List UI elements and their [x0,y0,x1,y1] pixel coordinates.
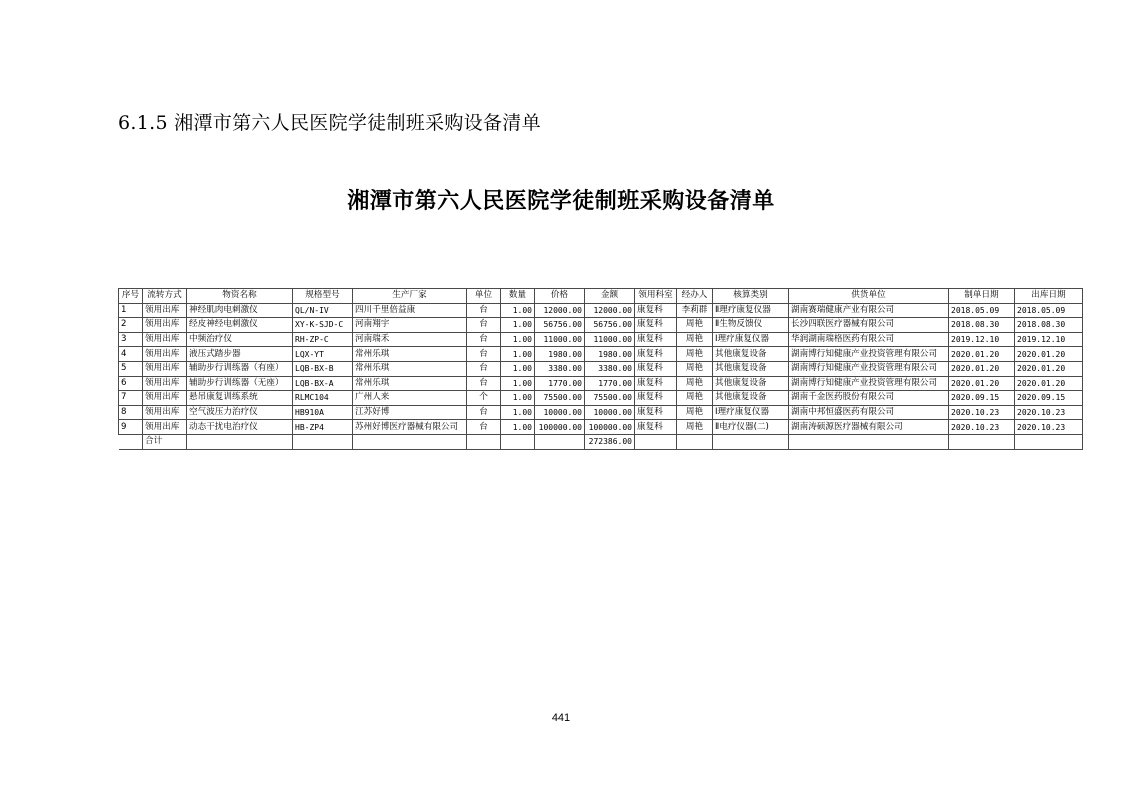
cell-amount: 100000.00 [585,420,635,435]
cell-transfer-method: 领用出库 [143,361,187,376]
cell-creation-date: 2018.08.30 [949,318,1015,333]
cell-department: 康复科 [635,391,677,406]
cell-outbound-date: 2020.10.23 [1015,405,1083,420]
cell-item-name: 液压式踏步器 [187,347,293,362]
cell-accounting-category: Ⅰ理疗康复仪器 [713,405,789,420]
cell-creation-date: 2020.01.20 [949,347,1015,362]
header-index: 序号 [119,289,143,304]
cell-transfer-method: 领用出库 [143,391,187,406]
table-row [119,303,1083,318]
cell-amount: 10000.00 [585,405,635,420]
table-header-row [119,289,1083,304]
cell-handler: 周艳 [677,405,713,420]
cell-handler: 周艳 [677,318,713,333]
cell-index: 5 [119,361,143,376]
table-row [119,332,1083,347]
cell-model: QL/N-IV [293,303,353,318]
header-supplier: 供货单位 [789,289,949,304]
cell-price: 1770.00 [535,376,585,391]
header-quantity: 数量 [501,289,535,304]
header-transfer-method: 流转方式 [143,289,187,304]
cell-supplier: 湖南赛瑞健康产业有限公司 [789,303,949,318]
cell-model: LQB-BX-B [293,361,353,376]
cell-outbound-date: 2020.09.15 [1015,391,1083,406]
total-label: 合计 [143,434,187,449]
cell-model: RLMC104 [293,391,353,406]
cell-price: 1980.00 [535,347,585,362]
cell-item-name: 辅助步行训练器（无座） [187,376,293,391]
header-creation-date: 制单日期 [949,289,1015,304]
cell-index: 8 [119,405,143,420]
cell-unit: 台 [467,405,501,420]
cell-outbound-date: 2020.01.20 [1015,361,1083,376]
cell-supplier: 湖南博行知健康产业投资管理有限公司 [789,376,949,391]
cell-accounting-category: Ⅰ理疗康复仪器 [713,332,789,347]
cell-amount: 12000.00 [585,303,635,318]
cell-outbound-date: 2019.12.10 [1015,332,1083,347]
cell-quantity: 1.00 [501,332,535,347]
cell-price: 75500.00 [535,391,585,406]
cell-manufacturer: 河南瑞禾 [353,332,467,347]
total-row [119,434,1083,449]
cell-handler: 周艳 [677,376,713,391]
cell-handler: 周艳 [677,391,713,406]
header-unit: 单位 [467,289,501,304]
cell-transfer-method: 领用出库 [143,303,187,318]
cell-accounting-category: Ⅱ理疗康复仪器 [713,303,789,318]
cell-unit: 台 [467,303,501,318]
cell-quantity: 1.00 [501,318,535,333]
section-heading: 6.1.5 湘潭市第六人民医院学徒制班采购设备清单 [118,112,541,134]
header-price: 价格 [535,289,585,304]
cell-item-name: 神经肌肉电刺激仪 [187,303,293,318]
table-row [119,420,1083,435]
page-number: 441 [551,712,571,724]
cell-unit: 台 [467,332,501,347]
cell-index: 6 [119,376,143,391]
cell-model: RH-ZP-C [293,332,353,347]
cell-unit: 个 [467,391,501,406]
cell-quantity: 1.00 [501,347,535,362]
header-item-name: 物资名称 [187,289,293,304]
cell-handler: 周艳 [677,361,713,376]
cell-price: 56756.00 [535,318,585,333]
cell-outbound-date: 2020.10.23 [1015,420,1083,435]
cell-item-name: 辅助步行训练器（有座） [187,361,293,376]
cell-department: 康复科 [635,361,677,376]
cell-handler: 周艳 [677,347,713,362]
document-title: 湘潭市第六人民医院学徒制班采购设备清单 [347,189,775,214]
cell-creation-date: 2019.12.10 [949,332,1015,347]
cell-handler: 周艳 [677,332,713,347]
cell-manufacturer: 常州乐琪 [353,376,467,391]
cell-department: 康复科 [635,420,677,435]
cell-supplier: 华润湖南瑞格医药有限公司 [789,332,949,347]
cell-manufacturer: 四川千里倍益康 [353,303,467,318]
cell-unit: 台 [467,361,501,376]
cell-transfer-method: 领用出库 [143,332,187,347]
table-row [119,318,1083,333]
header-amount: 金额 [585,289,635,304]
cell-outbound-date: 2018.05.09 [1015,303,1083,318]
cell-supplier: 长沙四联医疗器械有限公司 [789,318,949,333]
cell-creation-date: 2020.10.23 [949,420,1015,435]
cell-handler: 周艳 [677,420,713,435]
cell-model: LQB-BX-A [293,376,353,391]
cell-department: 康复科 [635,318,677,333]
cell-manufacturer: 广州人来 [353,391,467,406]
cell-supplier: 湖南千金医药股份有限公司 [789,391,949,406]
cell-department: 康复科 [635,405,677,420]
cell-manufacturer: 常州乐琪 [353,361,467,376]
cell-manufacturer: 江苏好博 [353,405,467,420]
header-accounting-category: 核算类别 [713,289,789,304]
equipment-table [118,288,1083,450]
cell-model: LQX-YT [293,347,353,362]
cell-index: 7 [119,391,143,406]
table-row [119,361,1083,376]
cell-outbound-date: 2018.08.30 [1015,318,1083,333]
cell-unit: 台 [467,420,501,435]
header-department: 领用科室 [635,289,677,304]
cell-accounting-category: Ⅱ电疗仪器(二) [713,420,789,435]
cell-price: 12000.00 [535,303,585,318]
cell-index: 3 [119,332,143,347]
cell-model: HB910A [293,405,353,420]
table-row [119,347,1083,362]
cell-department: 康复科 [635,347,677,362]
cell-quantity: 1.00 [501,303,535,318]
cell-supplier: 湖南博行知健康产业投资管理有限公司 [789,361,949,376]
cell-item-name: 经皮神经电刺激仪 [187,318,293,333]
cell-item-name: 中频治疗仪 [187,332,293,347]
cell-item-name: 悬吊康复训练系统 [187,391,293,406]
cell-creation-date: 2020.01.20 [949,376,1015,391]
cell-department: 康复科 [635,332,677,347]
cell-accounting-category: 其他康复设备 [713,391,789,406]
cell-price: 100000.00 [535,420,585,435]
header-manufacturer: 生产厂家 [353,289,467,304]
cell-amount: 1980.00 [585,347,635,362]
header-handler: 经办人 [677,289,713,304]
header-outbound-date: 出库日期 [1015,289,1083,304]
cell-amount: 75500.00 [585,391,635,406]
cell-unit: 台 [467,347,501,362]
cell-price: 11000.00 [535,332,585,347]
cell-creation-date: 2020.01.20 [949,361,1015,376]
cell-accounting-category: 其他康复设备 [713,361,789,376]
cell-quantity: 1.00 [501,361,535,376]
cell-manufacturer: 河南翔宇 [353,318,467,333]
table-row [119,391,1083,406]
cell-creation-date: 2020.09.15 [949,391,1015,406]
cell-transfer-method: 领用出库 [143,376,187,391]
cell-price: 3380.00 [535,361,585,376]
cell-amount: 11000.00 [585,332,635,347]
cell-outbound-date: 2020.01.20 [1015,347,1083,362]
cell-department: 康复科 [635,376,677,391]
cell-transfer-method: 领用出库 [143,420,187,435]
cell-manufacturer: 苏州好博医疗器械有限公司 [353,420,467,435]
cell-quantity: 1.00 [501,376,535,391]
cell-manufacturer: 常州乐琪 [353,347,467,362]
cell-amount: 56756.00 [585,318,635,333]
total-amount: 272386.00 [585,434,635,449]
cell-transfer-method: 领用出库 [143,318,187,333]
cell-unit: 台 [467,376,501,391]
table-row [119,405,1083,420]
cell-unit: 台 [467,318,501,333]
cell-outbound-date: 2020.01.20 [1015,376,1083,391]
cell-quantity: 1.00 [501,420,535,435]
cell-index: 1 [119,303,143,318]
cell-transfer-method: 领用出库 [143,405,187,420]
cell-accounting-category: 其他康复设备 [713,376,789,391]
cell-creation-date: 2018.05.09 [949,303,1015,318]
cell-creation-date: 2020.10.23 [949,405,1015,420]
cell-accounting-category: Ⅱ生物反馈仪 [713,318,789,333]
cell-index: 9 [119,420,143,435]
cell-item-name: 动态干扰电治疗仪 [187,420,293,435]
cell-department: 康复科 [635,303,677,318]
cell-accounting-category: 其他康复设备 [713,347,789,362]
header-model: 规格型号 [293,289,353,304]
cell-index: 4 [119,347,143,362]
cell-quantity: 1.00 [501,391,535,406]
cell-amount: 1770.00 [585,376,635,391]
cell-supplier: 湖南博行知健康产业投资管理有限公司 [789,347,949,362]
cell-model: HB-ZP4 [293,420,353,435]
cell-item-name: 空气波压力治疗仪 [187,405,293,420]
cell-transfer-method: 领用出库 [143,347,187,362]
cell-index: 2 [119,318,143,333]
cell-model: XY-K-SJD-C [293,318,353,333]
cell-price: 10000.00 [535,405,585,420]
table-row [119,376,1083,391]
cell-amount: 3380.00 [585,361,635,376]
cell-supplier: 湖南中邦恒盛医药有限公司 [789,405,949,420]
cell-quantity: 1.00 [501,405,535,420]
cell-handler: 李莉群 [677,303,713,318]
cell-supplier: 湖南涛硕源医疗器械有限公司 [789,420,949,435]
